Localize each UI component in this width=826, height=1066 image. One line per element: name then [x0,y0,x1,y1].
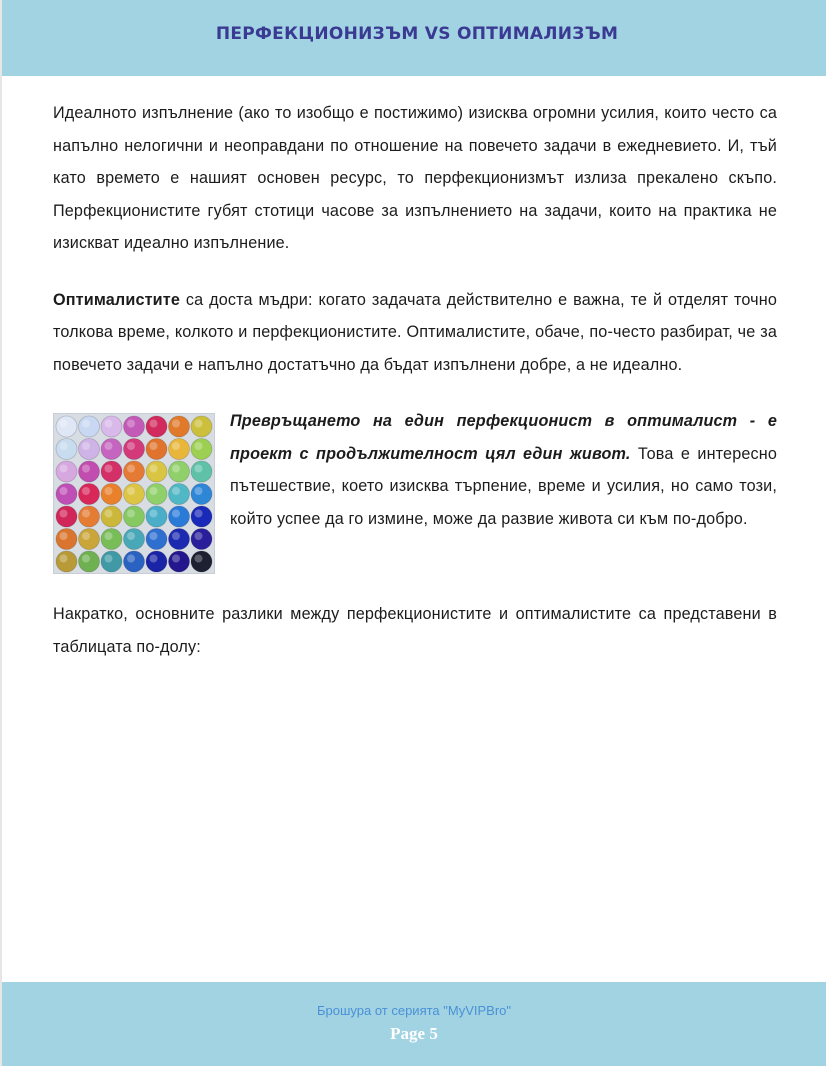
coin-highlight [105,555,113,563]
coin-highlight [127,442,135,450]
quote-emphasis: Превръщането на един перфекционист в оптималист - е проект с продължителност цял един живот. [230,412,777,463]
coin [169,461,190,482]
coin-highlight [127,465,135,473]
coin-highlight [82,420,90,428]
coin-highlight [127,532,135,540]
coin [169,484,190,505]
coin [169,439,190,460]
coin [79,416,100,437]
coin-highlight [150,420,158,428]
coin-highlight [60,555,68,563]
coin-highlight [172,420,180,428]
coin-highlight [172,487,180,495]
coin [146,484,167,505]
coin [191,416,212,437]
page-edge [0,0,2,1066]
coin [169,529,190,550]
coin [124,461,145,482]
coin-highlight [150,465,158,473]
coin-highlight [150,442,158,450]
coin-highlight [60,532,68,540]
coin [124,416,145,437]
coin [124,484,145,505]
coin-highlight [195,487,203,495]
coin-highlight [195,465,203,473]
coin-highlight [195,420,203,428]
quote-continuation: Това е интересно пътешествие, което изисква търпение, време и усилия, но само този, който успее да го измине, може да развие живота си към по-добро. [230,444,777,528]
coin [79,529,100,550]
coin [79,506,100,527]
page-title: ПЕРФЕКЦИОНИЗЪМ VS ОПТИМАЛИЗЪМ [215,24,619,44]
coin-highlight [82,442,90,450]
coin [56,506,77,527]
footer-brand: Брошура от серията "MyVIPBro" [316,1003,511,1018]
coin [191,506,212,527]
coin [191,484,212,505]
coin [101,529,122,550]
coin [79,484,100,505]
coin-highlight [60,465,68,473]
coin [146,551,167,572]
coin-highlight [195,555,203,563]
coin-highlight [82,510,90,518]
coin [56,529,77,550]
coin [124,506,145,527]
coin [101,439,122,460]
coin-highlight [127,510,135,518]
coin-highlight [195,510,203,518]
coin [101,551,122,572]
colored-coins-image [53,413,215,574]
coin [124,529,145,550]
paragraph-perfection-cost: Идеалното изпълнение (ако то изобщо е постижимо) изисква огромни усилия, които често са напълно нелогични и неоправдани по отношение на повечето задачи в ежедневието. И, тъй като времето е нашият основен ресурс, то перфекционизмът излиза прекалено скъпо. Перфекционистите губят стотици часове за изпълнението на задачи, които на практика не изискват идеално изпълнение. [53,104,777,252]
quote-with-image [53,405,777,574]
page-header [2,0,826,76]
coin [79,551,100,572]
coin-highlight [150,487,158,495]
coin-highlight [105,420,113,428]
coin [79,439,100,460]
coin [101,506,122,527]
coin [146,439,167,460]
coin [191,439,212,460]
coin-highlight [127,420,135,428]
coin [146,506,167,527]
coin-highlight [105,510,113,518]
coin [146,529,167,550]
coin [169,416,190,437]
paragraph-summary: Накратко, основните разлики между перфекционистите и оптималистите са представени в таблицата по-долу: [53,605,777,656]
coin-highlight [195,532,203,540]
coin-highlight [82,532,90,540]
optimalists-description: са доста мъдри: когато задачата действително е важна, те й отделят точно толкова време, колкото и перфекционистите. Оптималистите, обаче, по-често разбират, че за повечето задачи е напълно достатъчно да бъдат изпълнени добре, а не идеално. [53,290,777,374]
coin-highlight [172,532,180,540]
coin-highlight [195,442,203,450]
coin [146,416,167,437]
coin-highlight [105,442,113,450]
coin [101,484,122,505]
coin-highlight [82,487,90,495]
coin [101,416,122,437]
coin-highlight [82,465,90,473]
page-footer [2,982,826,1066]
coin [56,416,77,437]
coin [169,551,190,572]
quote-paragraph [230,405,777,535]
coin [124,439,145,460]
page-content [53,97,777,687]
coin-highlight [172,555,180,563]
coin-highlight [127,487,135,495]
coin [191,529,212,550]
coin-highlight [82,555,90,563]
coin-highlight [127,555,135,563]
coin-highlight [105,532,113,540]
coin [56,439,77,460]
page-number: Page 5 [390,1024,438,1043]
coin [56,551,77,572]
coin-highlight [60,420,68,428]
coin-highlight [105,487,113,495]
coin-highlight [60,442,68,450]
coin-highlight [172,510,180,518]
coin [191,551,212,572]
paragraph-optimalists [53,284,777,382]
coin [169,506,190,527]
coin-highlight [172,465,180,473]
coin [124,551,145,572]
coin-highlight [150,532,158,540]
coin-highlight [60,487,68,495]
optimalists-term: Оптималистите [53,290,181,309]
coin [146,461,167,482]
coins-grid-icon [54,414,214,573]
coin-highlight [172,442,180,450]
coin [79,461,100,482]
coin [101,461,122,482]
coin [191,461,212,482]
coin-highlight [105,465,113,473]
coin [56,484,77,505]
coin-highlight [150,510,158,518]
coin-highlight [150,555,158,563]
coin-highlight [60,510,68,518]
coin [56,461,77,482]
